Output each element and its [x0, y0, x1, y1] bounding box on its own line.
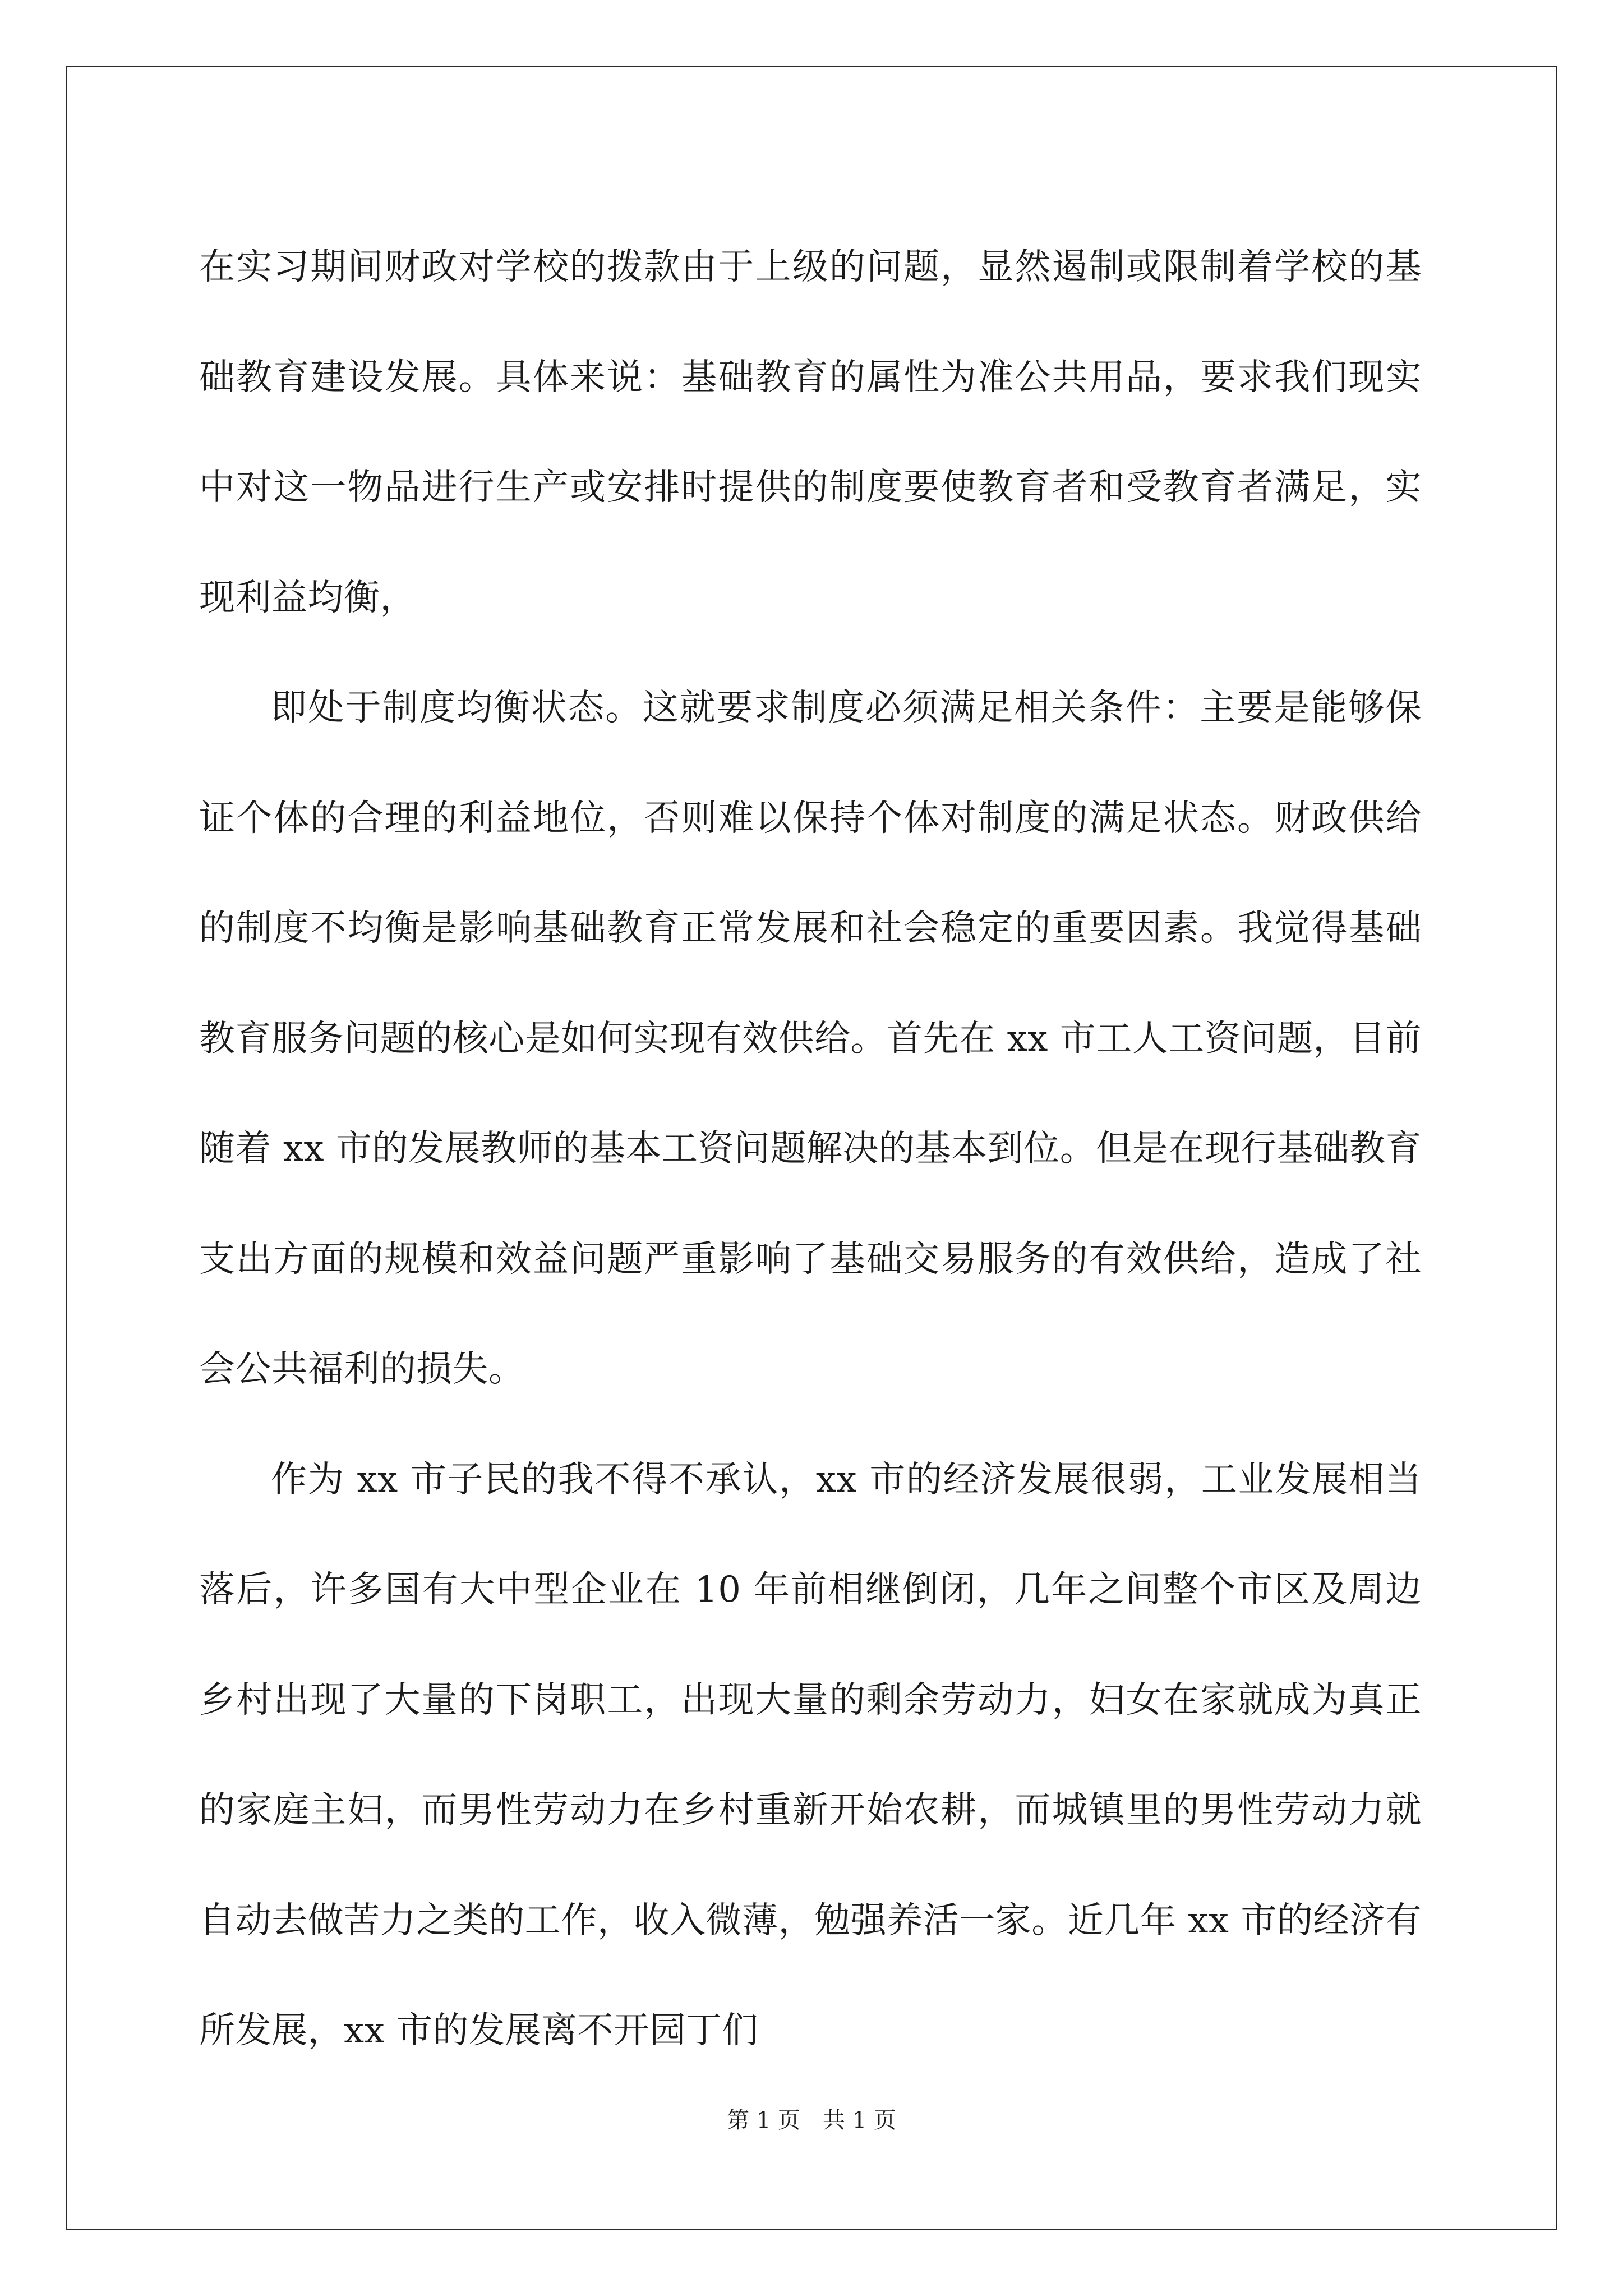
paragraph-1: 在实习期间财政对学校的拨款由于上级的问题，显然遏制或限制着学校的基础教育建设发展。具体来说：基础教育的属性为准公共用品，要求我们现实中对这一物品进行生产或安排时提供的制度要使教育者和受教育者满足，实现利益均衡， — [199, 246, 1422, 619]
paragraph-3: 作为 xx 市子民的我不得不承认，xx 市的经济发展很弱，工业发展相当落后，许多国有大中型企业在 10 年前相继倒闭，几年之间整个市区及周边乡村出现了大量的下岗职工，出现大量的剩余劳动力，妇女在家就成为真正的家庭主妇，而男性劳动力在乡村重新开始农耕，而城镇里的男性劳动力就自动去做苦力之类的工作，收入微薄，勉强养活一家。近几年 xx 市的经济有所发展，xx 市的发展离不开园丁们 — [199, 1458, 1422, 2051]
page-number-footer: 第 1 页 共 1 页 — [727, 2108, 896, 2133]
document-body — [199, 212, 1422, 2086]
paragraph-2: 即处于制度均衡状态。这就要求制度必须满足相关条件：主要是能够保证个体的合理的利益地位，否则难以保持个体对制度的满足状态。财政供给的制度不均衡是影响基础教育正常发展和社会稳定的重要因素。我觉得基础教育服务问题的核心是如何实现有效供给。首先在 xx 市工人工资问题，目前随着 xx 市的发展教师的基本工资问题解决的基本到位。但是在现行基础教育支出方面的规模和效益问题严重影响了基础交易服务的有效供给，造成了社会公共福利的损失。 — [199, 687, 1422, 1390]
